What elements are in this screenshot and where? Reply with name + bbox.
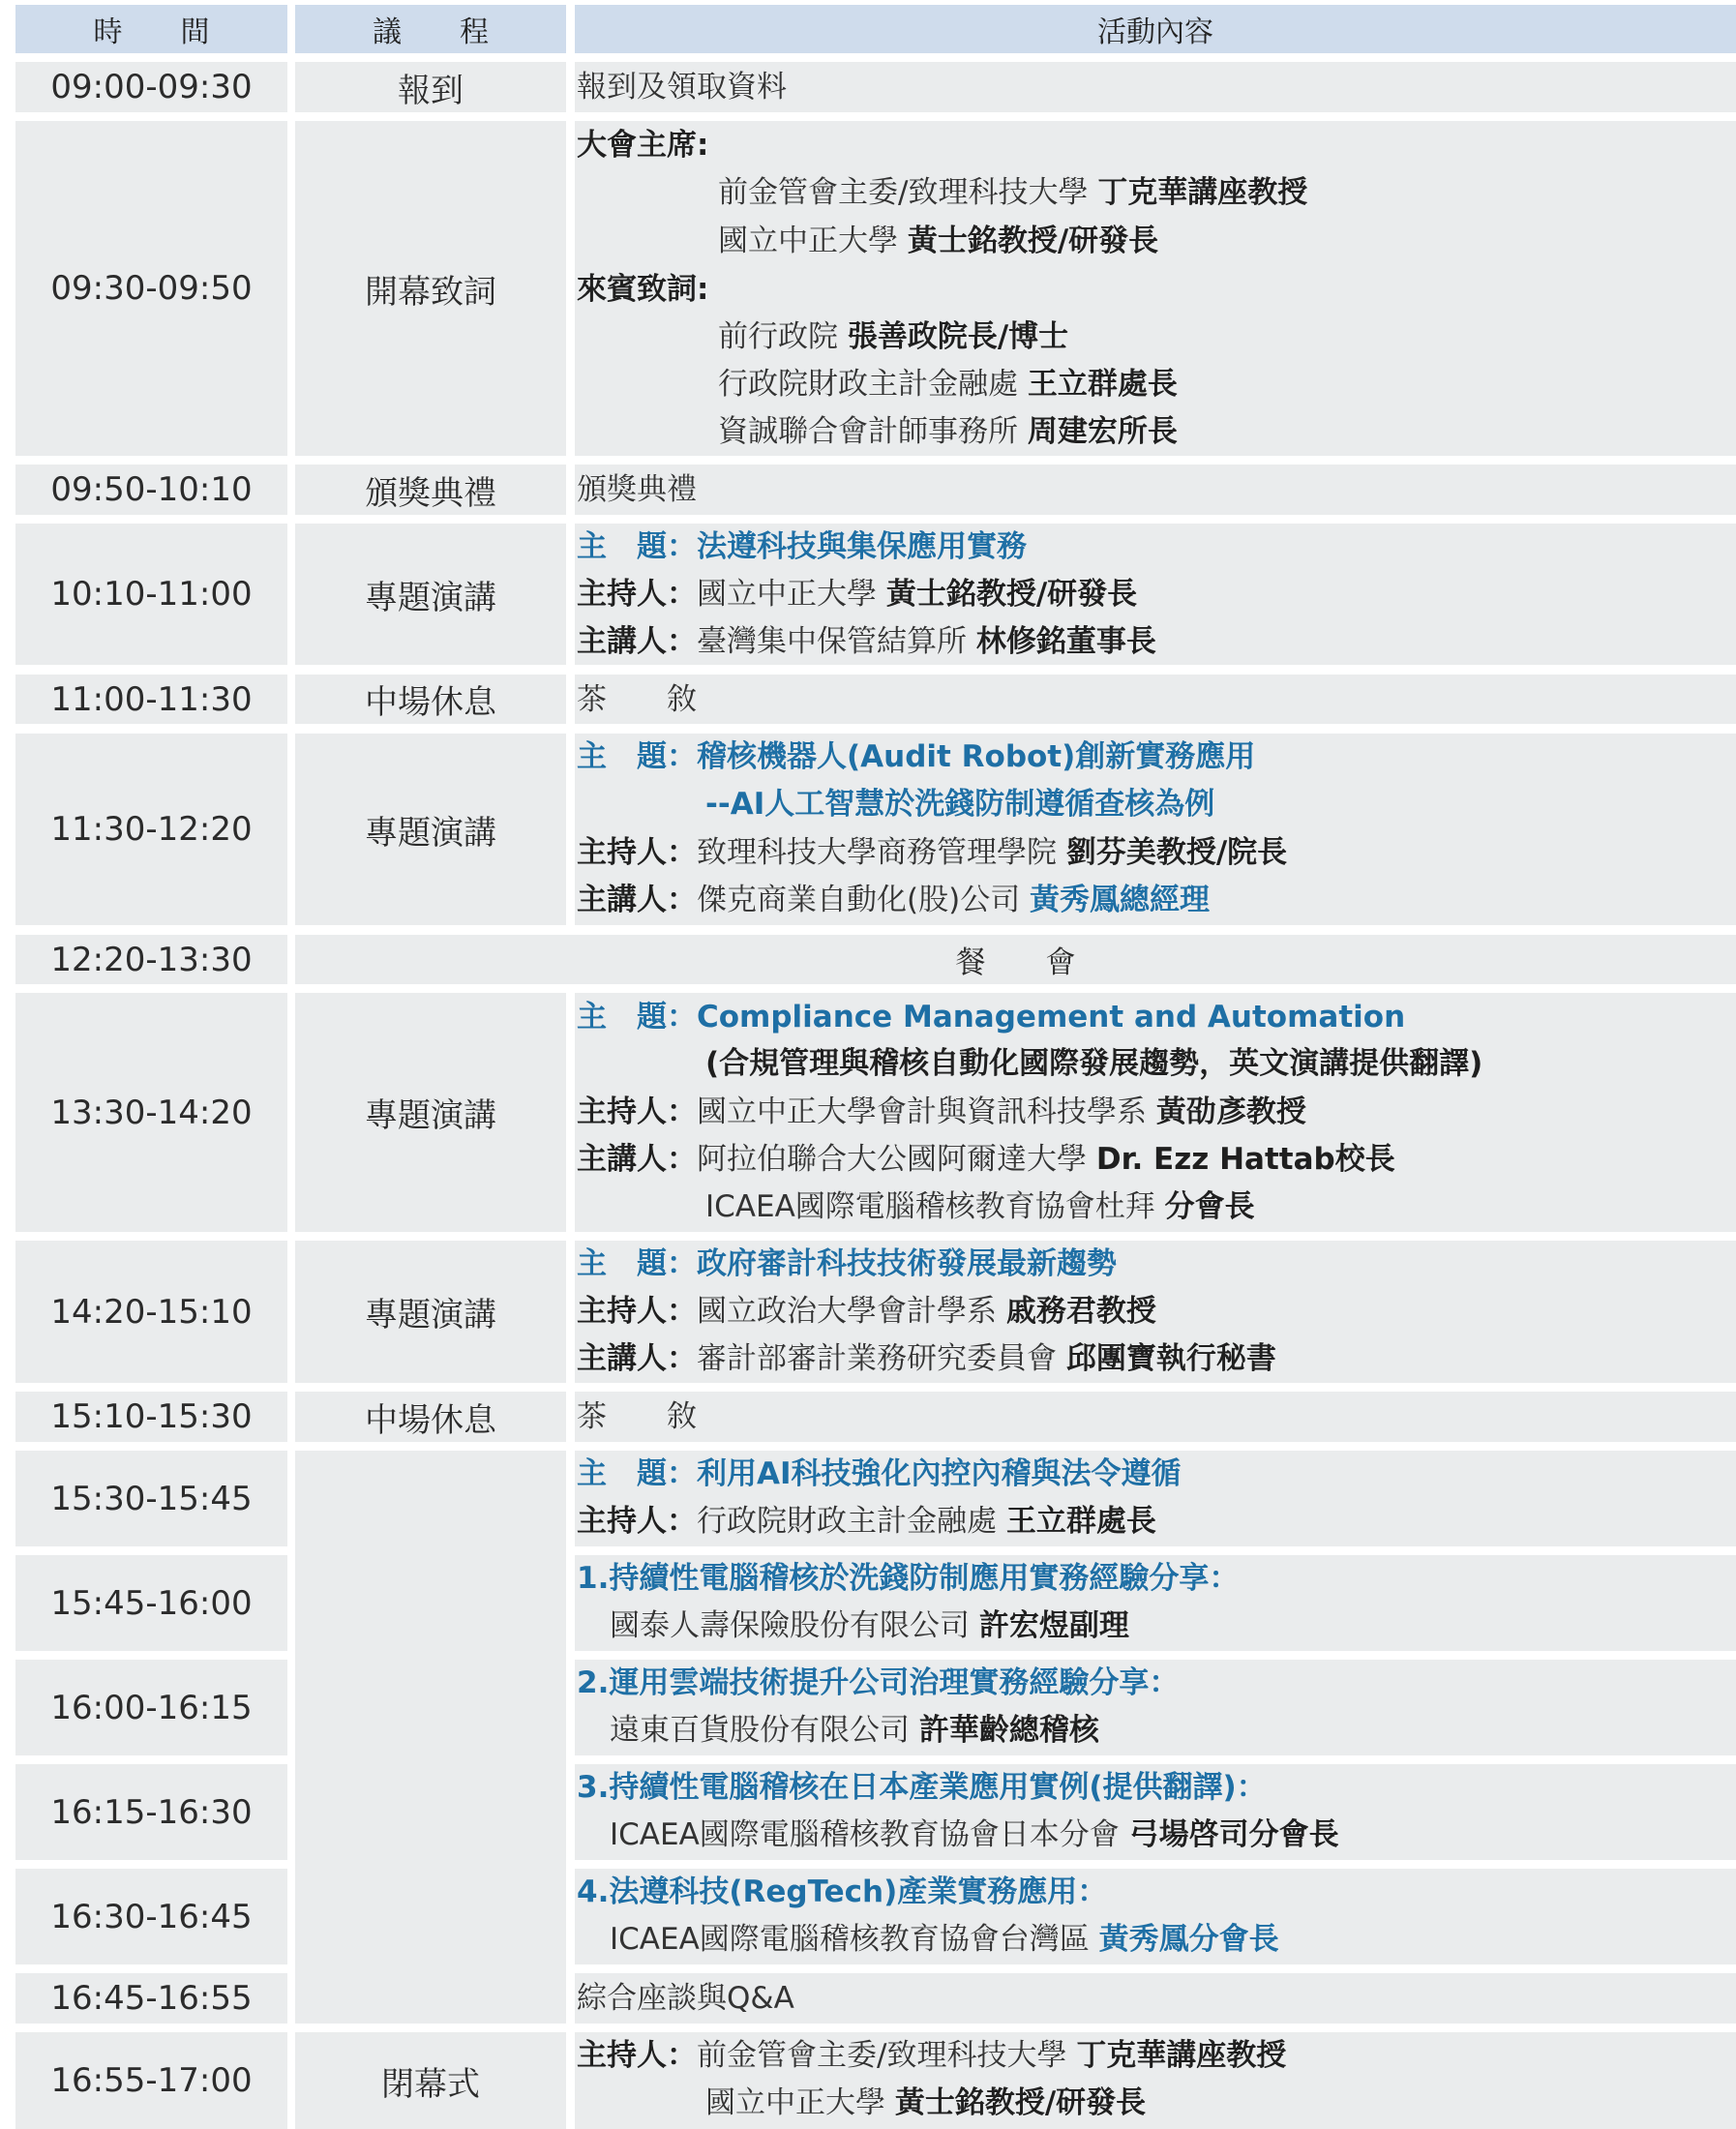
content-cell (575, 675, 1736, 724)
host-label: 主持人： (577, 1294, 697, 1329)
chair-label: 大會主席: (577, 128, 709, 163)
chair1-org: 前金管會主委/致理科技大學 (718, 175, 1089, 210)
time-cell: 12:20-13:30 (15, 935, 287, 984)
host-line (577, 833, 1287, 872)
content-text: 茶 敘 (577, 1399, 697, 1434)
time-cell: 15:10-15:30 (15, 1392, 287, 1442)
host-label: 主持人： (577, 577, 697, 612)
panel-agenda-cell (295, 1451, 566, 2024)
guest1-line (718, 317, 1068, 356)
topic: 主 題：稽核機器人(Audit Robot)創新實務應用 (577, 739, 1256, 774)
host-name: 丁克華講座教授 (1076, 2038, 1287, 2073)
header-agenda: 議 程 (295, 5, 566, 53)
content-cell (575, 1241, 1736, 1383)
host2-name: 黃士銘教授/研發長 (894, 2085, 1147, 2120)
host2-org: 國立中正大學 (705, 2085, 885, 2120)
time-cell: 09:30-09:50 (15, 121, 287, 456)
content-cell (575, 1869, 1736, 1964)
presenter-line (610, 1711, 1099, 1750)
host-name: 王立群處長 (1005, 1504, 1156, 1539)
speaker-org: 傑克商業自動化(股)公司 (697, 883, 1021, 917)
speaker2-org: ICAEA國際電腦稽核教育協會杜拜 (705, 1189, 1155, 1224)
content-text: 頒獎典禮 (577, 472, 697, 507)
time-cell: 16:30-16:45 (15, 1869, 287, 1964)
host-line (577, 2036, 1286, 2075)
guest2-org: 行政院財政主計金融處 (718, 367, 1018, 402)
host-name: 戚務君教授 (1005, 1294, 1156, 1329)
content-text: 綜合座談與Q&A (577, 1981, 794, 2016)
host-label: 主持人： (577, 1094, 697, 1129)
guest1-org: 前行政院 (718, 319, 838, 354)
time-cell: 14:20-15:10 (15, 1241, 287, 1383)
topic: 主 題：利用AI科技強化內控內稽與法令遵循 (577, 1456, 1182, 1491)
agenda-cell: 中場休息 (295, 675, 566, 724)
host-line (577, 1292, 1156, 1331)
content-cell (575, 121, 1736, 456)
agenda-cell: 專題演講 (295, 524, 566, 665)
content-cell (575, 1973, 1736, 2024)
speaker2-line (705, 1187, 1255, 1226)
host-name: 黃士銘教授/研發長 (885, 577, 1138, 612)
chair2-org: 國立中正大學 (718, 224, 898, 258)
speaker-line (577, 1140, 1395, 1179)
guest3-line (718, 412, 1178, 451)
host-org: 國立中正大學會計與資訊科技學系 (697, 1094, 1147, 1129)
topic-subtitle: (合規管理與稽核自動化國際發展趨勢，英文演講提供翻譯) (705, 1046, 1483, 1081)
presenter-name: 許華齡總稽核 (918, 1713, 1099, 1748)
agenda-cell: 中場休息 (295, 1392, 566, 1442)
speaker-name: Dr. Ezz Hattab校長 (1095, 1142, 1395, 1177)
topic: 主 題：Compliance Management and Automation (577, 1000, 1406, 1035)
header-time: 時 間 (15, 5, 287, 53)
topic: 主 題：法遵科技與集保應用實務 (577, 529, 1027, 564)
time-cell: 15:30-15:45 (15, 1451, 287, 1546)
time-cell: 15:45-16:00 (15, 1555, 287, 1651)
guest2-name: 王立群處長 (1027, 367, 1178, 402)
guest3-org: 資誠聯合會計師事務所 (718, 414, 1018, 449)
speaker-line (577, 622, 1156, 661)
presenter-org: ICAEA國際電腦稽核教育協會日本分會 (610, 1817, 1120, 1852)
host-org: 國立中正大學 (697, 577, 877, 612)
speaker-line (577, 1339, 1276, 1378)
host-org: 致理科技大學商務管理學院 (697, 835, 1057, 870)
content-text: 茶 敘 (577, 682, 697, 717)
session-title: 3.持續性電腦稽核在日本產業應用實例(提供翻譯)： (577, 1770, 1267, 1805)
agenda-cell: 頒獎典禮 (295, 465, 566, 515)
host-line (577, 1093, 1306, 1131)
presenter-name: 許宏煜副理 (978, 1608, 1129, 1643)
guest1-name: 張善政院長/博士 (847, 319, 1069, 354)
header-content: 活動內容 (575, 5, 1736, 53)
presenter-line (610, 1920, 1279, 1959)
guest-label: 來賓致詞: (577, 272, 709, 307)
guest3-name: 周建宏所長 (1027, 414, 1178, 449)
time-cell: 13:30-14:20 (15, 993, 287, 1232)
time-cell: 09:00-09:30 (15, 62, 287, 112)
host-label: 主持人： (577, 2038, 697, 2073)
presenter-name: 黃秀鳳分會長 (1098, 1922, 1279, 1957)
agenda-cell: 專題演講 (295, 734, 566, 925)
presenter-org: ICAEA國際電腦稽核教育協會台灣區 (610, 1922, 1090, 1957)
host-line (577, 575, 1137, 614)
speaker-line (577, 881, 1210, 919)
speaker-label: 主講人： (577, 883, 697, 917)
agenda-cell: 閉幕式 (295, 2032, 566, 2129)
speaker-org: 阿拉伯聯合大公國阿爾達大學 (697, 1142, 1087, 1177)
presenter-org: 國泰人壽保險股份有限公司 (610, 1608, 970, 1643)
time-cell: 11:00-11:30 (15, 675, 287, 724)
content-cell (575, 1764, 1736, 1860)
speaker-org: 臺灣集中保管結算所 (697, 624, 967, 659)
host-label: 主持人： (577, 835, 697, 870)
presenter-line (610, 1606, 1129, 1645)
speaker-name: 黃秀鳳總經理 (1030, 883, 1211, 917)
content-cell (575, 2032, 1736, 2129)
lunch-cell (295, 935, 1736, 984)
host-name: 黃劭彥教授 (1155, 1094, 1306, 1129)
chair1-line (718, 173, 1307, 212)
speaker-name: 林修銘董事長 (975, 624, 1156, 659)
time-cell: 16:45-16:55 (15, 1973, 287, 2024)
time-cell: 16:15-16:30 (15, 1764, 287, 1860)
host-label: 主持人： (577, 1504, 697, 1539)
lunch-text: 餐 會 (955, 945, 1076, 980)
guest2-line (718, 365, 1178, 404)
speaker-label: 主講人： (577, 1142, 697, 1177)
agenda-cell: 開幕致詞 (295, 121, 566, 456)
content-cell (575, 1392, 1736, 1442)
time-cell: 11:30-12:20 (15, 734, 287, 925)
content-cell (575, 524, 1736, 665)
speaker-label: 主講人： (577, 1341, 697, 1376)
host-line (577, 1502, 1156, 1541)
content-cell (575, 1555, 1736, 1651)
time-cell: 16:55-17:00 (15, 2032, 287, 2129)
content-cell (575, 1451, 1736, 1546)
speaker2-name: 分會長 (1164, 1189, 1255, 1224)
time-cell: 16:00-16:15 (15, 1660, 287, 1755)
host-org: 前金管會主委/致理科技大學 (697, 2038, 1067, 2073)
speaker-name: 邱團寶執行秘書 (1065, 1341, 1276, 1376)
session-title: 1.持續性電腦稽核於洗錢防制應用實務經驗分享： (577, 1561, 1240, 1596)
chair1-name: 丁克華講座教授 (1097, 175, 1308, 210)
session-title: 4.法遵科技(RegTech)產業實務應用： (577, 1874, 1108, 1909)
time-cell: 09:50-10:10 (15, 465, 287, 515)
session-title: 2.運用雲端技術提升公司治理實務經驗分享： (577, 1665, 1180, 1700)
content-cell (575, 465, 1736, 515)
presenter-name: 弓場啓司分會長 (1128, 1817, 1339, 1852)
content-cell (575, 734, 1736, 925)
agenda-cell: 專題演講 (295, 993, 566, 1232)
speaker-label: 主講人： (577, 624, 697, 659)
speaker-org: 審計部審計業務研究委員會 (697, 1341, 1057, 1376)
content-text: 報到及領取資料 (577, 70, 787, 105)
chair2-name: 黃士銘教授/研發長 (907, 224, 1159, 258)
host-org: 國立政治大學會計學系 (697, 1294, 997, 1329)
content-cell (575, 62, 1736, 112)
topic: 主 題：政府審計科技技術發展最新趨勢 (577, 1246, 1117, 1281)
host2-line (705, 2084, 1146, 2122)
presenter-org: 遠東百貨股份有限公司 (610, 1713, 910, 1748)
topic-subtitle: --AI人工智慧於洗錢防制遵循查核為例 (705, 787, 1215, 822)
presenter-line (610, 1815, 1339, 1854)
host-org: 行政院財政主計金融處 (697, 1504, 997, 1539)
time-cell: 10:10-11:00 (15, 524, 287, 665)
content-cell (575, 1660, 1736, 1755)
agenda-cell: 專題演講 (295, 1241, 566, 1383)
chair2-line (718, 222, 1158, 260)
agenda-cell: 報到 (295, 62, 566, 112)
host-name: 劉芬美教授/院長 (1065, 835, 1288, 870)
content-cell (575, 993, 1736, 1232)
